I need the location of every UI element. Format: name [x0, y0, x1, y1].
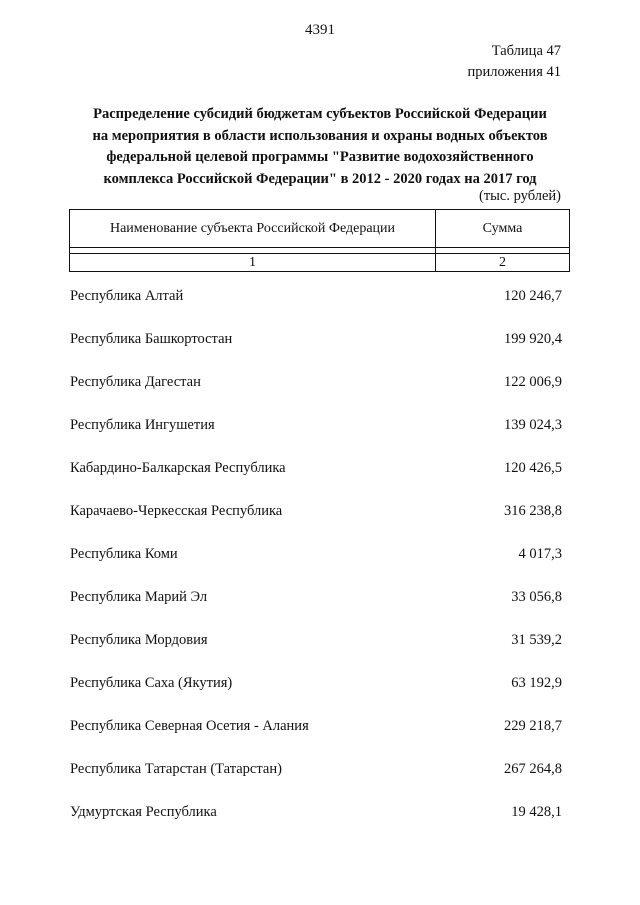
table-row — [70, 374, 562, 417]
subject-name: Республика Саха (Якутия) — [70, 675, 233, 691]
table-row — [70, 331, 562, 374]
subject-name: Республика Марий Эл — [70, 589, 208, 605]
subject-name: Республика Северная Осетия - Алания — [70, 718, 309, 734]
column-number-2: 2 — [436, 254, 570, 272]
table-row — [70, 675, 562, 718]
table-row — [70, 503, 562, 546]
column-number-1: 1 — [70, 254, 436, 272]
table-row — [70, 761, 562, 804]
subject-amount: 4 017,3 — [518, 546, 562, 562]
subject-amount: 139 024,3 — [504, 417, 562, 433]
table-row — [70, 460, 562, 503]
subject-name: Удмуртская Республика — [70, 804, 217, 820]
subject-amount: 120 246,7 — [504, 288, 562, 304]
subject-amount: 316 238,8 — [504, 503, 562, 519]
subject-name: Республика Коми — [70, 546, 178, 562]
table-body — [70, 288, 562, 847]
table-row — [70, 718, 562, 761]
title-line: Распределение субсидий бюджетам субъектов Российской Федерации — [93, 106, 547, 122]
table-row — [70, 546, 562, 589]
subject-amount: 19 428,1 — [511, 804, 562, 820]
subject-name: Республика Ингушетия — [70, 417, 215, 433]
title-line: на мероприятия в области использования и охраны водных объектов — [92, 127, 548, 144]
title-line: федеральной целевой программы "Развитие водохозяйственного — [106, 149, 534, 165]
subject-amount: 33 056,8 — [511, 589, 562, 605]
table-row — [70, 632, 562, 675]
subject-amount: 122 006,9 — [504, 374, 562, 390]
header-sum: Сумма — [436, 210, 570, 248]
subject-name: Республика Мордовия — [70, 632, 208, 648]
appendix-number: приложения 41 — [467, 64, 561, 80]
subject-amount: 31 539,2 — [511, 632, 562, 648]
table-row — [70, 589, 562, 632]
subject-name: Республика Татарстан (Татарстан) — [70, 761, 282, 777]
header-subject-name: Наименование субъекта Российской Федерации — [70, 210, 436, 248]
table-row — [70, 804, 562, 847]
table-number: Таблица 47 — [491, 43, 561, 59]
subject-amount: 199 920,4 — [504, 331, 562, 347]
subject-name: Республика Дагестан — [70, 374, 201, 390]
subject-amount: 229 218,7 — [504, 718, 562, 734]
subject-name: Республика Башкортостан — [70, 331, 233, 347]
units-label: (тыс. рублей) — [479, 188, 561, 204]
table-header — [69, 209, 570, 272]
subject-amount: 63 192,9 — [511, 675, 562, 691]
title-line: комплекса Российской Федерации" в 2012 - 2020 годах на 2017 год — [103, 170, 537, 187]
subject-amount: 267 264,8 — [504, 761, 562, 777]
subject-name: Карачаево-Черкесская Республика — [70, 503, 283, 519]
table-row — [70, 288, 562, 331]
document-title — [60, 104, 580, 190]
subject-amount: 120 426,5 — [504, 460, 562, 476]
subject-name: Республика Алтай — [70, 288, 184, 304]
subject-name: Кабардино-Балкарская Республика — [70, 460, 286, 476]
page-number: 4391 — [305, 22, 335, 38]
table-row — [70, 417, 562, 460]
